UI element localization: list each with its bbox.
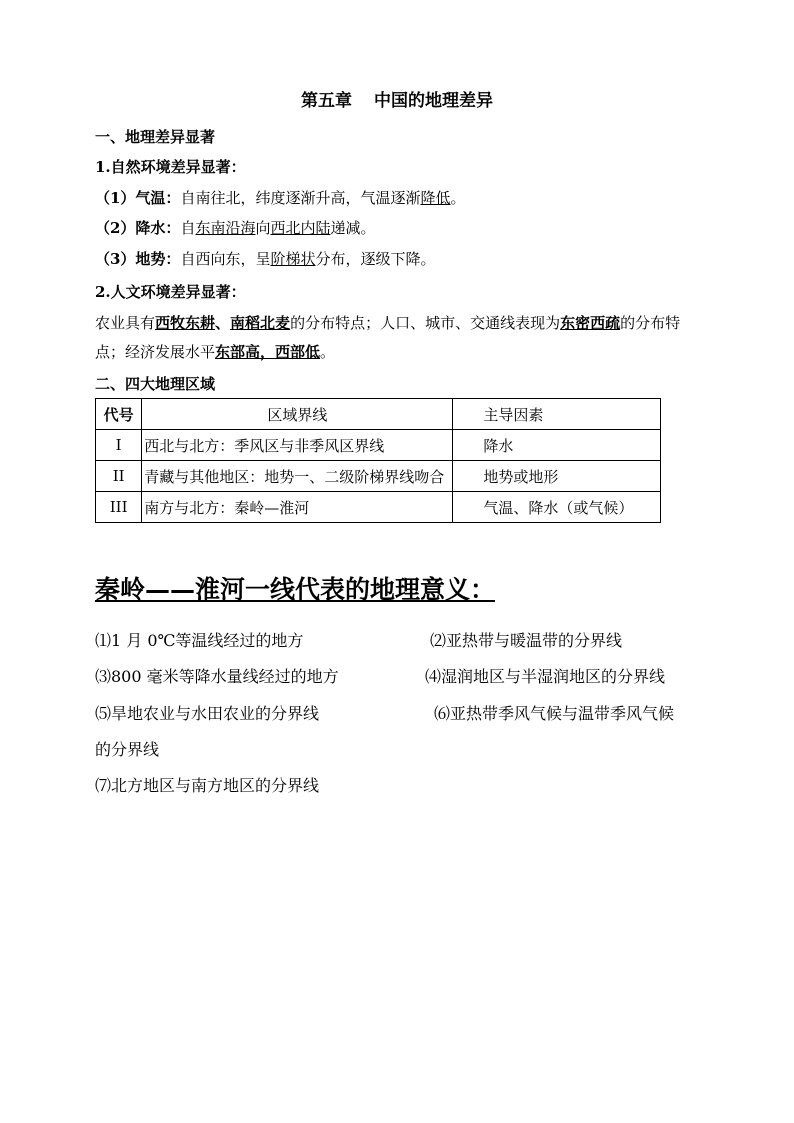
header-boundary: 区域界线 (142, 399, 453, 430)
terrain-key: 阶梯状 (270, 250, 316, 268)
precipitation-b: 向 (255, 219, 271, 237)
row-boundary: 南方与北方：秦岭—淮河 (142, 492, 453, 523)
terrain-line (95, 248, 436, 269)
subheading-natural: 1.自然环境差异显著： (95, 158, 246, 176)
human-text-a: 农业具有 (95, 314, 156, 332)
precipitation-c: 递减。 (330, 219, 376, 237)
significance-item-7: ⑺北方地区与南方地区的分界线 (95, 776, 320, 795)
human-line-2 (95, 341, 335, 362)
row-code: II (96, 461, 142, 492)
table-header-row (96, 399, 661, 430)
regions-table (95, 398, 661, 523)
precipitation-key2: 西北内陆 (270, 219, 331, 237)
row-factor: 降水 (453, 430, 661, 461)
terrain-b: 分布，逐级下降。 (315, 250, 436, 268)
row-boundary: 西北与北方：季风区与非季风区界线 (142, 430, 453, 461)
terrain-a: 自西向东，呈 (180, 250, 271, 268)
temperature-end: 。 (450, 189, 466, 207)
precipitation-line (95, 217, 376, 238)
terrain-label: （3）地势： (95, 250, 181, 268)
temperature-text: 自南往北，纬度逐渐升高，气温逐渐 (180, 189, 421, 207)
table-row (96, 430, 661, 461)
chapter-name: 中国的地理差异 (374, 91, 493, 111)
temperature-label: （1）气温： (95, 189, 181, 207)
header-factor: 主导因素 (453, 399, 661, 430)
significance-item-3: ⑶800 毫米等降水量线经过的地方 (95, 667, 339, 686)
human-key-3: 东密西疏 (560, 314, 621, 332)
significance-item-6: ⑹亚热带季风气候与温带季风气候 (434, 704, 675, 723)
temperature-line (95, 187, 466, 208)
significance-item-4: ⑷湿润地区与半湿润地区的分界线 (425, 667, 666, 686)
human-text-e: 。 (320, 343, 336, 361)
row-code: III (96, 492, 142, 523)
chapter-label: 第五章 (301, 91, 352, 111)
temperature-key: 降低 (420, 189, 451, 207)
human-key-1: 西牧东耕 (155, 314, 216, 332)
qinling-heading: 秦岭——淮河一线代表的地理意义： (95, 575, 496, 604)
row-factor: 地势或地形 (453, 461, 661, 492)
human-key-4: 东部高，西部低 (215, 343, 321, 361)
significance-item-2: ⑵亚热带与暖温带的分界线 (430, 631, 623, 650)
table-row (96, 461, 661, 492)
precipitation-a: 自 (180, 219, 196, 237)
human-key-2: 南稻北麦 (230, 314, 291, 332)
human-text-b: 的分布特点；人口、城市、交通线表现为 (290, 314, 561, 332)
significance-item-1: ⑴1 月 0℃等温线经过的地方 (95, 631, 304, 650)
precipitation-key1: 东南沿海 (195, 219, 256, 237)
human-line-1 (95, 312, 680, 333)
header-code: 代号 (96, 399, 142, 430)
significance-item-5: ⑸旱地农业与水田农业的分界线 (95, 704, 320, 723)
row-code: I (96, 430, 142, 461)
precipitation-label: （2）降水： (95, 219, 181, 237)
human-sep: 、 (215, 314, 231, 332)
human-text-d: 点；经济发展水平 (95, 343, 216, 361)
subheading-human: 2.人文环境差异显著： (95, 283, 246, 301)
page-title (0, 86, 794, 111)
table-row (96, 492, 661, 523)
row-boundary: 青藏与其他地区：地势一、二级阶梯界线吻合 (142, 461, 453, 492)
section-heading-1: 一、地理差异显著 (95, 128, 216, 146)
section-heading-2: 二、四大地理区域 (95, 375, 216, 393)
human-text-c: 的分布特 (620, 314, 681, 332)
row-factor: 气温、降水（或气候） (453, 492, 661, 523)
significance-item-6-cont: 的分界线 (95, 740, 160, 759)
